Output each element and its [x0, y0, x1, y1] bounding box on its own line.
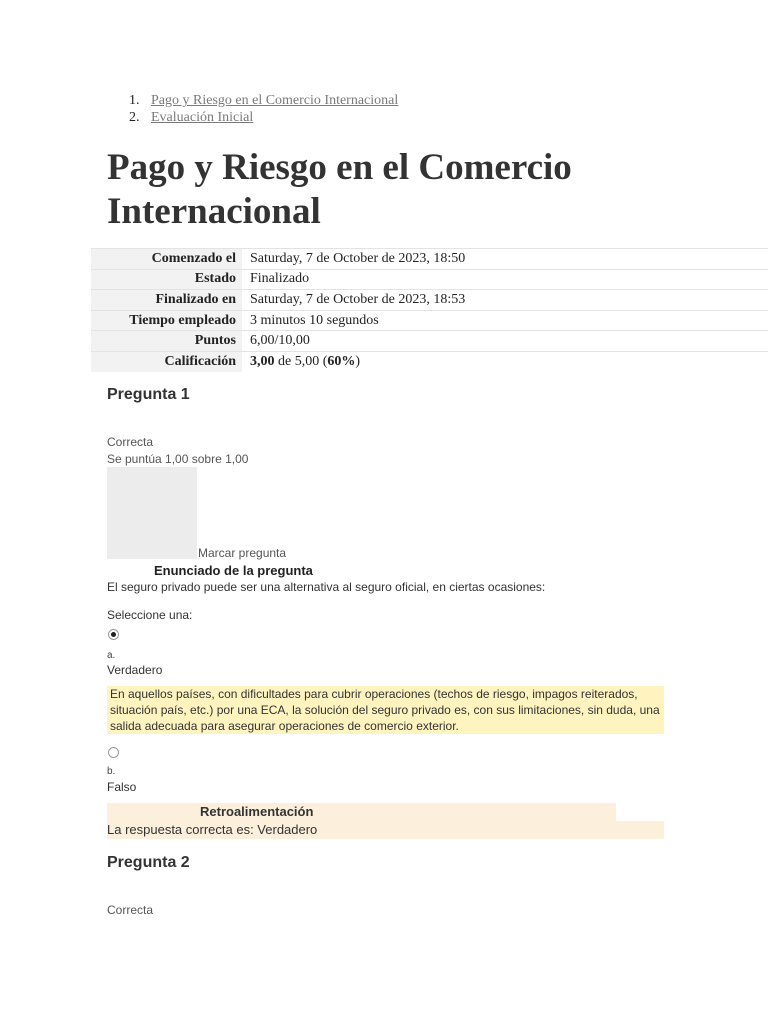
breadcrumb-item — [131, 109, 398, 126]
summary-label: Estado — [91, 269, 242, 290]
breadcrumb-item — [131, 92, 398, 109]
summary-label: Finalizado en — [91, 290, 242, 311]
breadcrumb-number: 1. — [129, 93, 140, 108]
breadcrumb-link-quiz[interactable]: Evaluación Inicial — [151, 110, 254, 125]
question-1-title: Pregunta 1 — [107, 386, 190, 403]
breadcrumb-link-course[interactable]: Pago y Riesgo en el Comercio Internacional — [151, 93, 399, 108]
question-text-heading: Enunciado de la pregunta — [154, 563, 313, 578]
option-a-radio[interactable] — [108, 629, 119, 640]
summary-label: Tiempo empleado — [91, 310, 242, 331]
breadcrumb — [131, 92, 398, 126]
grade-percent: 60% — [327, 354, 356, 370]
option-b-letter: b. — [107, 766, 116, 777]
option-b-label[interactable]: Falso — [107, 780, 137, 794]
summary-row-time — [91, 310, 768, 331]
question-1-state: Correcta — [107, 435, 154, 449]
summary-row-marks — [91, 331, 768, 352]
grade-close: ) — [355, 354, 361, 370]
question-1-text: El seguro privado puede ser una alternativa al seguro oficial, en ciertas ocasiones: — [107, 580, 546, 594]
summary-row-grade — [91, 351, 768, 372]
option-b-radio[interactable] — [108, 747, 119, 758]
summary-value: Finalizado — [242, 269, 768, 290]
flag-question-box[interactable] — [107, 467, 197, 559]
summary-value: 6,00/10,00 — [242, 331, 768, 352]
summary-value: Saturday, 7 de October de 2023, 18:50 — [242, 249, 768, 270]
summary-value-grade — [242, 351, 768, 372]
attempt-summary-table — [91, 248, 768, 372]
summary-row-finished — [91, 290, 768, 311]
question-1-grade: Se puntúa 1,00 sobre 1,00 — [107, 452, 249, 466]
grade-score: 3,00 — [250, 354, 275, 370]
option-a-letter: a. — [107, 650, 116, 661]
summary-label: Calificación — [91, 351, 242, 372]
select-one-prompt: Seleccione una: — [107, 608, 193, 622]
summary-row-started — [91, 249, 768, 270]
breadcrumb-number: 2. — [129, 110, 140, 125]
summary-row-state — [91, 269, 768, 290]
page-title: Pago y Riesgo en el Comercio Internacional — [107, 147, 572, 232]
right-answer: La respuesta correcta es: Verdadero — [107, 821, 664, 839]
general-feedback-heading — [107, 803, 616, 821]
summary-value: 3 minutos 10 segundos — [242, 310, 768, 331]
question-2-state: Correcta — [107, 903, 154, 917]
feedback-heading-text: Retroalimentación — [200, 804, 314, 819]
question-2-title: Pregunta 2 — [107, 854, 190, 871]
option-a-label[interactable]: Verdadero — [107, 663, 163, 677]
summary-value: Saturday, 7 de October de 2023, 18:53 — [242, 290, 768, 311]
flag-question-label[interactable]: Marcar pregunta — [198, 546, 287, 560]
summary-label: Comenzado el — [91, 249, 242, 270]
summary-label: Puntos — [91, 331, 242, 352]
grade-rest: de 5,00 ( — [274, 354, 328, 370]
specific-feedback: En aquellos países, con dificultades para cubrir operaciones (techos de riesgo, impagos reiterados, situación país, etc.) por una ECA, la solución del seguro privado es, con sus limitaciones, sin duda, una salida adecuada para asegurar operaciones de comercio exterior. — [107, 686, 664, 734]
